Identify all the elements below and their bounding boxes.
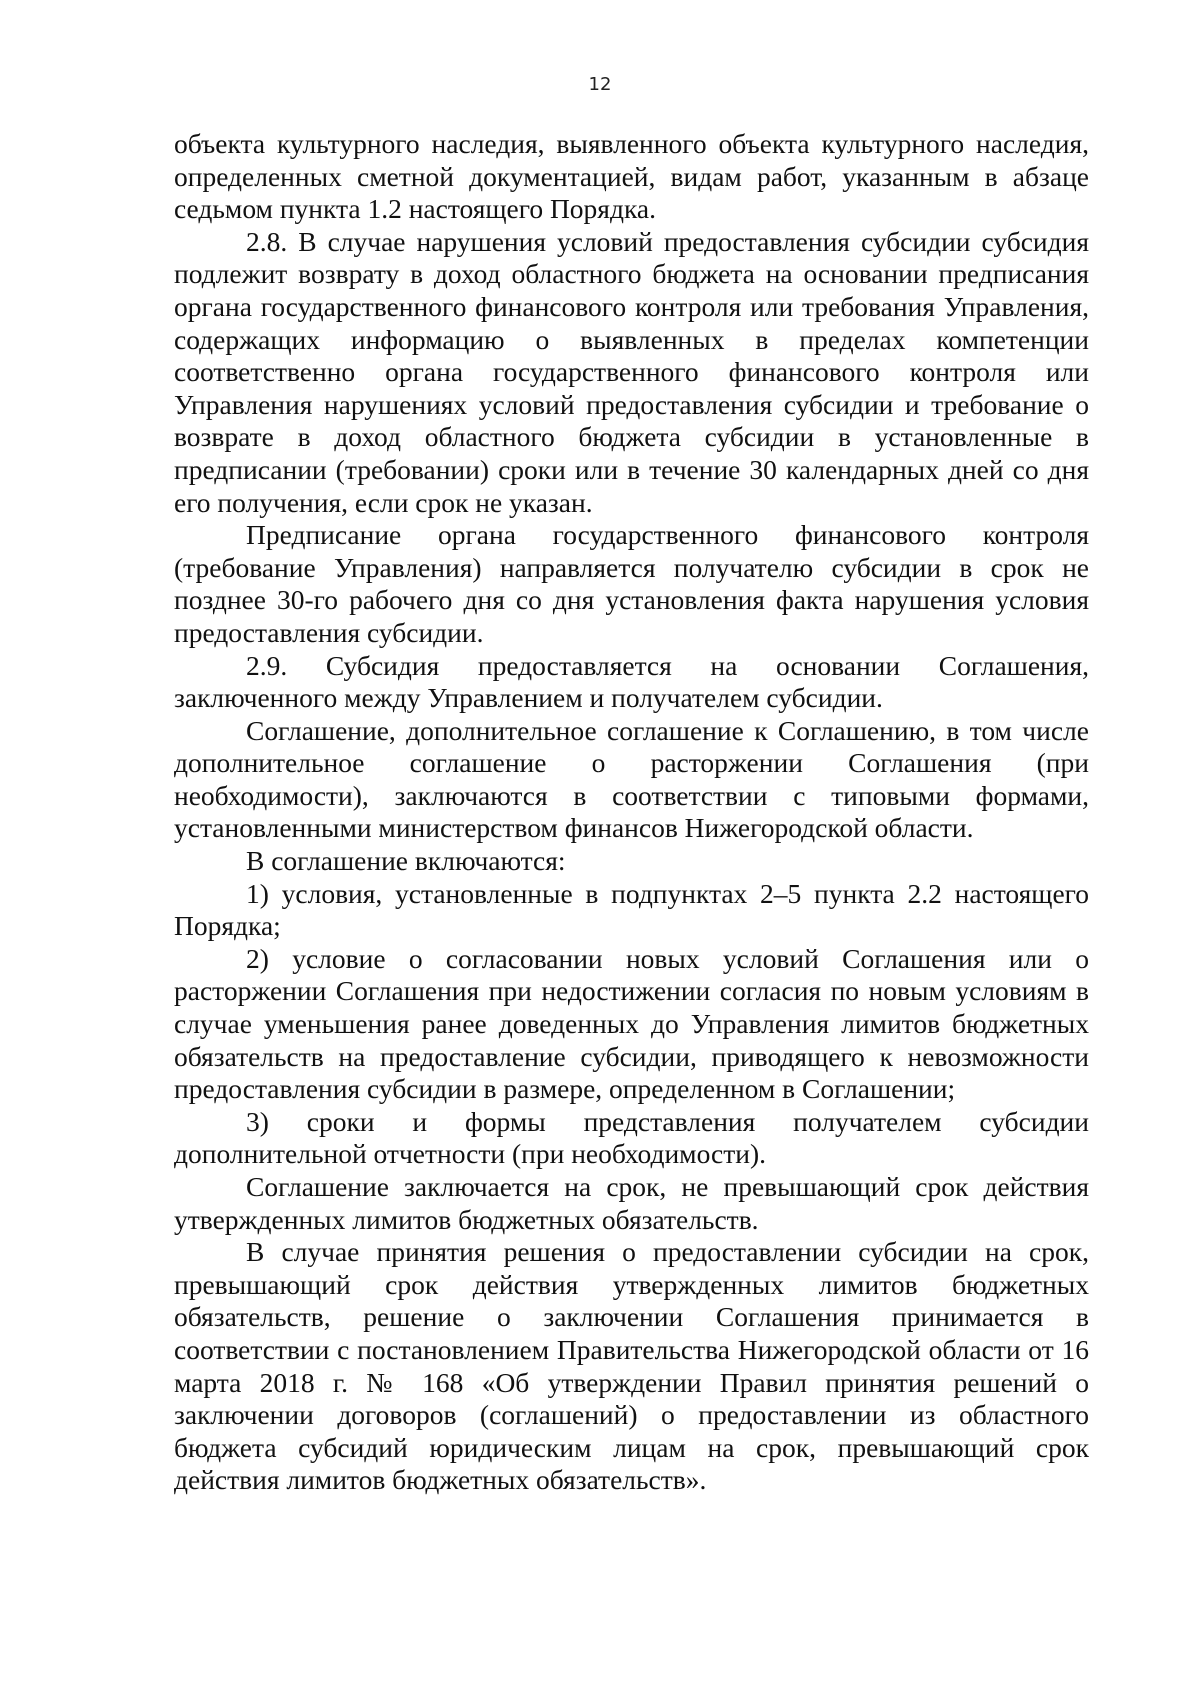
- paragraph-long-term-decision: В случае принятия решения о предоставлении субсидии на срок, превышающий срок действия утвержденных лимитов бюджетных обязательств, решение о заключении Соглашения принимается в соответствии с постановлением Правительства Нижегородской области от 16 марта 2018 г. № 168 «Об утверждении Правил принятия решений о заключении договоров (соглашений) о предоставлении из областного бюджета субсидий юридическим лицам на срок, превышающий срок действия лимитов бюджетных обязательств».: [174, 1236, 1089, 1496]
- list-item-2: 2) условие о согласовании новых условий Соглашения или о расторжении Соглашения при недостижении согласия по новым условиям в случае уменьшения ранее доведенных до Управления лимитов бюджетных обязательств на предоставление субсидии, приводящего к невозможности предоставления субсидии в размере, определенном в Соглашении;: [174, 942, 1089, 1105]
- paragraph-agreement-includes: В соглашение включаются:: [246, 845, 566, 877]
- paragraph-2-9: 2.9. Субсидия предоставляется на основании Соглашения, заключенного между Управлением и получателем субсидии.: [174, 649, 1089, 714]
- paragraph-prescription: Предписание органа государственного финансового контроля (требование Управления) направляется получателю субсидии в срок не позднее 30-го рабочего дня со дня установления факта нарушения условия предоставления субсидии.: [174, 519, 1089, 648]
- paragraph-agreement-term: Соглашение заключается на срок, не превышающий срок действия утвержденных лимитов бюджетных обязательств.: [174, 1171, 1089, 1235]
- paragraph-agreement-forms: Соглашение, дополнительное соглашение к Соглашению, в том числе дополнительное соглашение о расторжении Соглашения (при необходимости), заключаются в соответствии с типовыми формами, установленными министерством финансов Нижегородской области.: [174, 714, 1089, 844]
- paragraph-2-8: 2.8. В случае нарушения условий предоставления субсидии субсидия подлежит возврату в доход областного бюджета на основании предписания органа государственного финансового контроля или требования Управления, содержащих информацию о выявленных в пределах компетенции соответственно органа государственного финансового контроля или Управления нарушениях условий предоставления субсидии и требование о возврате в доход областного бюджета субсидии в установленные в предписании (требовании) сроки или в течение 30 календарных дней со дня его получения, если срок не указан.: [174, 225, 1089, 518]
- list-item-1: 1) условия, установленные в подпунктах 2–5 пункта 2.2 настоящего Порядка;: [174, 877, 1089, 942]
- document-body: [174, 128, 1089, 1497]
- list-item-3: 3) сроки и формы представления получателем субсидии дополнительной отчетности (при необходимости).: [174, 1105, 1089, 1170]
- paragraph-continuation: объекта культурного наследия, выявленного объекта культурного наследия, определенных сметной документацией, видам работ, указанным в абзаце седьмом пункта 1.2 настоящего Порядка.: [174, 128, 1089, 225]
- page-number: 12: [588, 74, 612, 95]
